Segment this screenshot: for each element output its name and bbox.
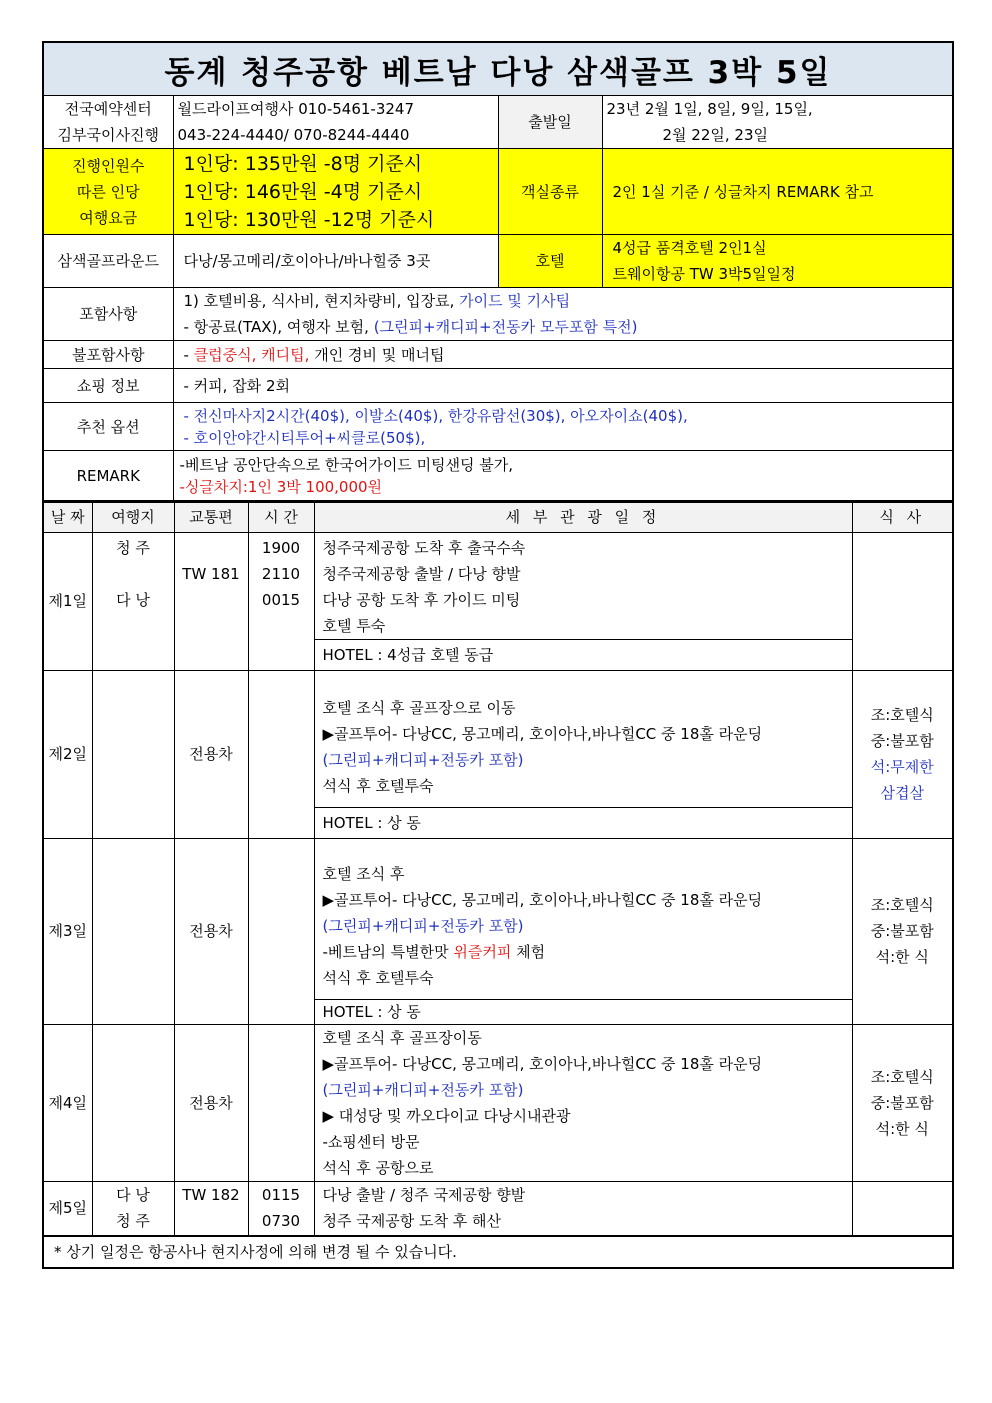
golf-value: 다낭/몽고메리/호이아나/바나힐중 3곳 (173, 235, 498, 288)
option-line: - 호이안야간시티투어+씨클로(50$), (183, 428, 426, 447)
agency-label (44, 96, 173, 149)
include-label: 포함사항 (44, 288, 173, 341)
include-text: 1) 호텔비용, 식사비, 현지차량비, 입장료, (183, 292, 460, 310)
page-title: 동계 청주공항 베트남 다낭 삼색골프 3박 5일 (44, 43, 952, 96)
departure-value (602, 96, 952, 149)
hotel-label: 호텔 (498, 235, 602, 288)
time-line: 0115 (261, 1186, 301, 1204)
detail-line: 호텔 조식 후 골프장이동 (322, 1028, 482, 1047)
time-cell (248, 1181, 314, 1235)
detail-line: 호텔 조식 후 골프장으로 이동 (322, 698, 516, 717)
transport-cell: 전용차 (174, 1024, 248, 1181)
room-label: 객실종류 (498, 149, 602, 235)
schedule-row-day1 (44, 532, 952, 670)
transport-cell: TW 181 (174, 532, 248, 670)
meal-line: 조:호텔식 (870, 896, 934, 914)
detail-cell (314, 532, 852, 670)
meal-cell (852, 532, 952, 670)
price-value (173, 149, 498, 235)
option-line: - 전신마사지2시간(40$), 이발소(40$), 한강유람선(30$), 아오자이쇼(40$), (183, 406, 688, 425)
place-line: 다 낭 (116, 590, 150, 609)
header-detail: 세 부 관 광 일 정 (314, 502, 852, 532)
remark-line: -베트남 공안단속으로 한국어가이드 미팅샌딩 불가, (179, 455, 514, 474)
time-line: 0730 (261, 1212, 301, 1230)
departure-date-line: 2월 22일, 23일 (662, 126, 768, 144)
meal-line-dinner: 석:무제한 (870, 758, 934, 776)
time-cell (248, 1024, 314, 1181)
detail-line: ▶골프투어- 다낭CC, 몽고메리, 호이아나,바나힐CC 중 18홀 라운딩 (322, 890, 763, 909)
price-line: 1인당: 146만원 -4명 기준시 (183, 180, 423, 203)
agency-label-line: 전국예약센터 (64, 100, 152, 118)
place-cell (92, 1181, 174, 1235)
hotel-value-line: 트웨이항공 TW 3박5일일정 (612, 265, 796, 283)
meal-cell (852, 838, 952, 1024)
schedule-header-row (44, 502, 952, 532)
include-highlight: 가이드 및 기사팁 (459, 292, 571, 310)
detail-line-inclusion: (그린피+캐디피+전동카 포함) (322, 750, 524, 769)
agency-phone-line: 043-224-4440/ 070-8244-4440 (177, 126, 410, 144)
detail-line: 석식 후 공항으로 (322, 1158, 434, 1177)
option-value (173, 403, 952, 451)
itinerary-document (42, 41, 954, 1269)
detail-line: 석식 후 호텔투숙 (322, 968, 434, 987)
hotel-line: HOTEL : 상 동 (315, 999, 852, 1024)
detail-line: 청주국제공항 도착 후 출국수속 (322, 538, 526, 557)
detail-line: 청주 국제공항 도착 후 해산 (322, 1212, 501, 1230)
info-table-2 (44, 288, 952, 501)
day-label: 제3일 (44, 838, 92, 1024)
meal-cell (852, 670, 952, 838)
schedule-row-day4 (44, 1024, 952, 1181)
place-cell (92, 670, 174, 838)
exclude-label: 불포함사항 (44, 341, 173, 369)
meal-line: 조:호텔식 (870, 1067, 934, 1086)
info-table (44, 96, 952, 288)
detail-line: 호텔 투숙 (322, 616, 386, 635)
meal-line-dinner: 삼겹살 (880, 784, 924, 802)
place-cell (92, 532, 174, 670)
detail-cell (314, 838, 852, 1024)
exclude-value (173, 341, 952, 369)
option-label: 추천 옵션 (44, 403, 173, 451)
hotel-line: HOTEL : 상 동 (315, 807, 852, 838)
exclude-text: 개인 경비 및 매너팁 (309, 345, 445, 364)
header-day: 날 짜 (44, 502, 92, 532)
detail-line: ▶골프투어- 다낭CC, 몽고메리, 호이아나,바나힐CC 중 18홀 라운딩 (322, 1054, 763, 1073)
place-line: 청 주 (116, 1212, 150, 1230)
header-place: 여행지 (92, 502, 174, 532)
agency-phone-line: 월드라이프여행사 010-5461-3247 (177, 100, 414, 118)
remark-line-single-charge: -싱글차지:1인 3박 100,000원 (179, 477, 383, 496)
time-cell (248, 838, 314, 1024)
schedule-row-day3 (44, 838, 952, 1024)
time-line: 2110 (261, 564, 301, 583)
schedule-row-day2 (44, 670, 952, 838)
exclude-text: - (183, 345, 194, 364)
header-transport: 교통편 (174, 502, 248, 532)
departure-label: 출발일 (498, 96, 602, 149)
detail-cell (314, 1024, 852, 1181)
meal-line: 중:불포함 (870, 732, 934, 750)
detail-line: 호텔 조식 후 (322, 864, 405, 883)
agency-label-line: 김부국이사진행 (57, 126, 159, 144)
agency-value (173, 96, 498, 149)
shopping-value: - 커피, 잡화 2회 (173, 369, 952, 403)
time-cell (248, 532, 314, 670)
detail-line-inclusion: (그린피+캐디피+전동카 포함) (322, 1080, 524, 1099)
departure-date-line: 23년 2월 1일, 8일, 9일, 15일, (606, 100, 813, 118)
place-cell (92, 1024, 174, 1181)
schedule-row-day5 (44, 1181, 952, 1235)
shopping-label: 쇼핑 정보 (44, 369, 173, 403)
detail-line-inclusion: (그린피+캐디피+전동카 포함) (322, 916, 524, 935)
transport-cell: TW 182 (174, 1181, 248, 1235)
meal-cell (852, 1181, 952, 1235)
header-meal: 식 사 (852, 502, 952, 532)
detail-cell (314, 670, 852, 838)
day-label: 제4일 (44, 1024, 92, 1181)
detail-line: ▶ 대성당 및 까오다이교 다낭시내관광 (322, 1106, 571, 1125)
detail-line: -쇼핑센터 방문 (322, 1132, 420, 1151)
meal-line: 중:불포함 (870, 1093, 934, 1112)
detail-highlight: 위즐커피 (453, 942, 512, 961)
meal-cell (852, 1024, 952, 1181)
day-label: 제2일 (44, 670, 92, 838)
transport-cell: 전용차 (174, 838, 248, 1024)
place-cell (92, 838, 174, 1024)
schedule-table (44, 501, 952, 1236)
detail-line: 석식 후 호텔투숙 (322, 776, 434, 795)
meal-line: 석:한 식 (875, 1119, 929, 1138)
detail-cell (314, 1181, 852, 1235)
include-value (173, 288, 952, 341)
include-highlight: (그린피+캐디피+전동카 모두포함 특전) (373, 318, 638, 336)
meal-line: 석:한 식 (875, 948, 929, 966)
remark-label: REMARK (44, 451, 173, 501)
footnote: * 상기 일정은 항공사나 현지사정에 의해 변경 될 수 있습니다. (44, 1236, 952, 1267)
day-label: 제1일 (44, 532, 92, 670)
price-label-line: 여행요금 (79, 208, 138, 227)
include-text: - 항공료(TAX), 여행자 보험, (183, 318, 374, 336)
header-time: 시 간 (248, 502, 314, 532)
detail-line: ▶골프투어- 다낭CC, 몽고메리, 호이아나,바나힐CC 중 18홀 라운딩 (322, 724, 763, 743)
detail-line: 청주국제공항 출발 / 다낭 향발 (322, 564, 521, 583)
detail-line: 다낭 공항 도착 후 가이드 미팅 (322, 590, 521, 609)
meal-line: 조:호텔식 (870, 706, 934, 724)
price-label-line: 진행인원수 (72, 156, 145, 175)
place-line: 청 주 (116, 538, 150, 557)
detail-line: 다낭 출발 / 청주 국제공항 향발 (322, 1186, 526, 1204)
time-line: 1900 (261, 538, 301, 557)
price-label (44, 149, 173, 235)
detail-text: -베트남의 특별한맛 (322, 942, 454, 961)
hotel-value (602, 235, 952, 288)
room-value: 2인 1실 기준 / 싱글차지 REMARK 참고 (602, 149, 952, 235)
day-label: 제5일 (44, 1181, 92, 1235)
time-cell (248, 670, 314, 838)
detail-text: 체험 (511, 942, 546, 961)
transport-cell: 전용차 (174, 670, 248, 838)
remark-value (173, 451, 952, 501)
exclude-highlight: 클럽중식, 캐디팁, (193, 345, 310, 364)
price-label-line: 따른 인당 (76, 182, 140, 201)
price-line: 1인당: 135만원 -8명 기준시 (183, 152, 423, 175)
hotel-line: HOTEL : 4성급 호텔 동급 (315, 639, 852, 670)
price-line: 1인당: 130만원 -12명 기준시 (183, 208, 435, 231)
time-line: 0015 (261, 590, 301, 609)
meal-line: 중:불포함 (870, 922, 934, 940)
golf-label: 삼색골프라운드 (44, 235, 173, 288)
place-line: 다 낭 (116, 1186, 150, 1204)
hotel-value-line: 4성급 품격호텔 2인1실 (612, 239, 767, 257)
